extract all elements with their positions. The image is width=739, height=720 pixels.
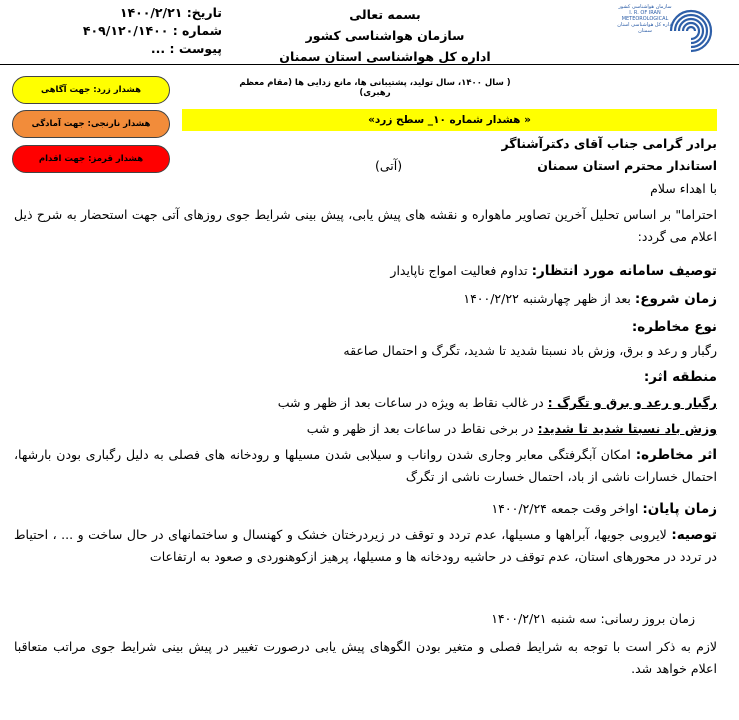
recipient-line2: استاندار محترم استان سمنان <box>537 158 717 173</box>
intro-paragraph: احتراما" بر اساس تحلیل آخرین تصاویر ماهواره و نقشه های پیش یابی، پیش بینی شرایط جوی روزهای آتی جهت استحضار به شرح ذیل اعلام می گردد: <box>14 207 717 244</box>
start-value: بعد از ظهر چهارشنبه ۱۴۰۰/۲/۲۲ <box>463 291 635 306</box>
area-item-1-label: رگبار و رعد و برق و تگرگ : <box>547 395 717 410</box>
effects-value: امکان آبگرفتگی معابر وجاری شدن رواناب و سیلابی شدن مسیلها و رودخانه های فصلی به دلیل رگباری بودن بارشها، احتمال خسارات ناشی از باد، احتمال خسارت ناشی از تگرگ <box>14 447 717 484</box>
end-value: اواخر وقت جمعه ۱۴۰۰/۲/۲۴ <box>491 501 643 516</box>
future-tag: (آتی) <box>375 158 403 173</box>
letterhead-title <box>250 4 520 67</box>
system-label: توصیف سامانه مورد انتظار: <box>531 263 717 279</box>
logo-caption <box>610 4 680 34</box>
hazard-type-label: نوع مخاطره: <box>631 319 717 335</box>
logo-text-en: I. R. OF IRAN METEOROLOGICAL <box>621 10 669 22</box>
area-item-1 <box>278 394 717 412</box>
closing-paragraph: لازم به ذکر است با توجه به شرایط فصلی و متغیر بودن الگوهای پیش یابی درصورت تغییر در پیش بینی شرایط جوی مراتب متعاقبا اعلام خواهد شد. <box>14 639 717 676</box>
letter-meta <box>22 4 222 58</box>
end-label: زمان پایان: <box>642 501 717 517</box>
advice-value: لایروبی جویها، آبراهها و مسیلها، عدم تردد و توقف در زیردرختان خشک و کهنسال و ساختمانهای در حال ساخت و ... ، احتیاط در تردد در محورهای استان، عدم توقف در حاشیه رودخانه ها و مسیلها، پرهیز ازکوهنوردی و صعود به ارتفاعات <box>14 527 717 564</box>
effects-label: اثر مخاطره: <box>635 447 718 463</box>
system-value: تداوم فعالیت امواج ناپایدار <box>390 263 532 278</box>
letter-number: شماره : ۴۰۹/۱۲۰/۱۴۰۰ <box>82 23 222 38</box>
start-row <box>463 290 717 308</box>
hazard-type-value: رگبار و رعد و برق، وزش باد نسبتا شدید تا شدید، تگرگ و احتمال صاعقه <box>343 343 717 358</box>
area-label-row <box>644 368 717 386</box>
advice-label: توصیه: <box>671 527 717 543</box>
letter-date: تاریخ: ۱۴۰۰/۲/۲۱ <box>119 5 222 20</box>
update-time: زمان بروز رسانی: سه شنبه ۱۴۰۰/۲/۲۱ <box>491 611 695 626</box>
red-warning-legend: هشدار قرمز: جهت اقدام <box>12 145 170 173</box>
area-item-1-value: در غالب نقاط به ویژه در ساعات بعد از ظهر و شب <box>277 395 548 410</box>
letter-attachment: پیوست : ... <box>150 41 222 56</box>
yellow-warning-legend: هشدار زرد: جهت آگاهی <box>12 76 170 104</box>
year-motto: ( سال ۱۴۰۰، سال تولید، پشتیبانی ها، مانع زدایی ها (مقام معظم رهبری) <box>239 78 511 98</box>
area-label: منطقه اثر: <box>643 369 717 385</box>
end-row <box>491 500 717 518</box>
area-item-2 <box>307 420 717 438</box>
area-item-2-label: وزش باد نسبتا شدید تا شدید: <box>537 421 717 436</box>
org-name: سازمان هواشناسی کشور <box>305 28 465 43</box>
bismillah: بسمه تعالی <box>349 7 421 22</box>
warning-banner: « هشدار شماره ۱۰_ سطح زرد» <box>182 109 717 131</box>
hazard-type-label-row <box>632 318 717 336</box>
advice-paragraph <box>14 524 717 568</box>
logo-text-sub: اداره کل هواشناسی استان سمنان <box>617 22 673 34</box>
recipient-line1: برادر گرامی جناب آقای دکترآشناگر <box>501 136 717 151</box>
orange-warning-legend: هشدار نارنجی: جهت آمادگی <box>12 110 170 138</box>
logo-text-fa: سازمان هواشناسی کشور <box>618 4 672 10</box>
header-divider <box>0 64 739 65</box>
effects-paragraph <box>14 444 717 488</box>
area-item-2-value: در برخی نقاط در ساعات بعد از ظهر و شب <box>306 421 538 436</box>
start-label: زمان شروع: <box>634 291 717 307</box>
dept-name: اداره کل هواشناسی استان سمنان <box>279 49 491 64</box>
greeting: با اهداء سلام <box>650 181 717 196</box>
system-row <box>390 262 717 280</box>
